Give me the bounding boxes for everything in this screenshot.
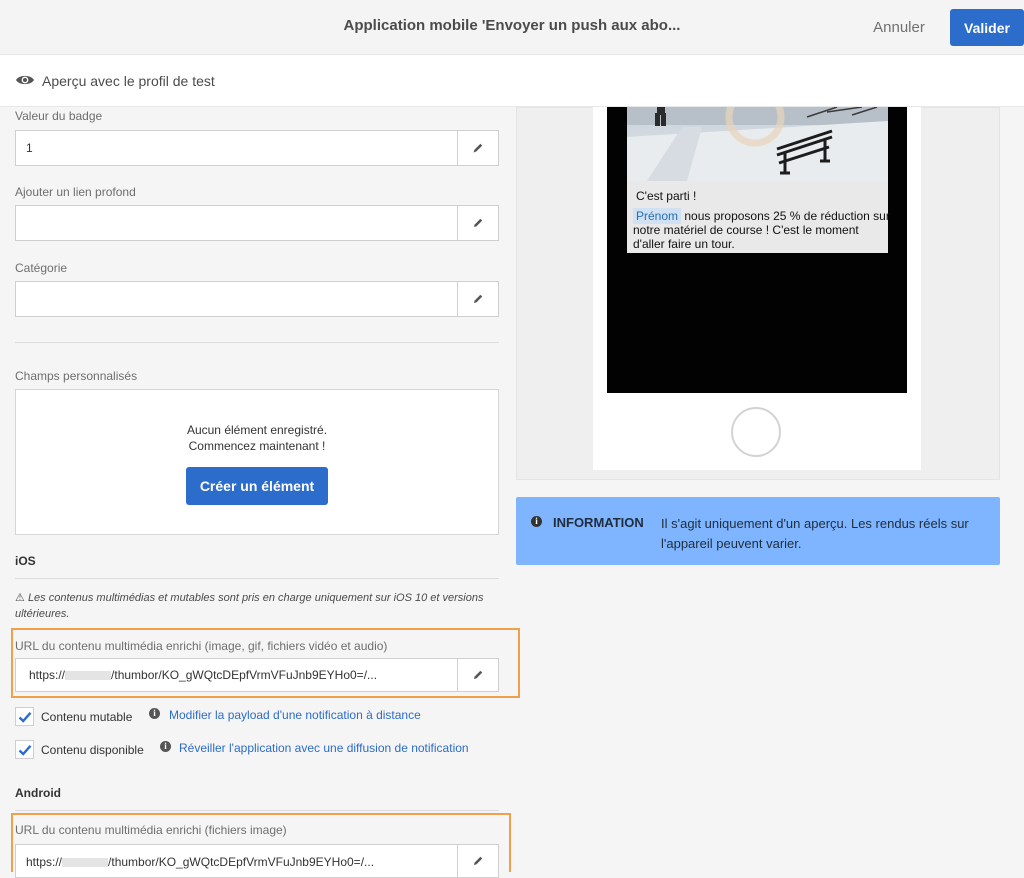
deep-link-label: Ajouter un lien profond xyxy=(15,185,136,199)
top-bar xyxy=(0,0,1024,55)
eye-icon[interactable] xyxy=(15,72,35,88)
mutable-content-help-link[interactable]: Modifier la payload d'une notification à distance xyxy=(169,708,421,722)
checkmark-icon xyxy=(17,709,33,725)
deep-link-field[interactable] xyxy=(15,205,499,241)
ios-note-text: Les contenus multimédias et mutables sont pris en charge uniquement sur iOS 10 et versions ultérieures. xyxy=(15,592,484,620)
notification-message: nous proposons 25 % de réduction sur notre matériel de course ! C'est le moment d'aller faire un tour. xyxy=(633,209,890,251)
notification-card xyxy=(627,181,888,253)
empty-hint: Commencez maintenant ! xyxy=(188,439,326,453)
create-element-button[interactable]: Créer un élément xyxy=(186,467,328,505)
available-content-help-link[interactable]: Réveiller l'application avec une diffusion de notification xyxy=(179,741,469,755)
category-label: Catégorie xyxy=(15,261,68,275)
checkmark-icon xyxy=(17,742,33,758)
personalization-token: Prénom xyxy=(633,208,681,224)
empty-message: Aucun élément enregistré. xyxy=(186,423,328,437)
pencil-icon[interactable] xyxy=(457,282,498,316)
android-section-title: Android xyxy=(15,786,61,800)
category-field[interactable] xyxy=(15,281,499,317)
phone-home-button xyxy=(731,407,781,457)
pencil-icon[interactable] xyxy=(457,845,498,877)
info-icon: i xyxy=(531,516,542,527)
push-settings-form xyxy=(0,107,508,872)
available-content-checkbox[interactable] xyxy=(15,740,34,759)
android-rich-media-label: URL du contenu multimédia enrichi (fichiers image) xyxy=(15,823,287,837)
divider xyxy=(15,578,499,579)
notification-image xyxy=(627,107,888,181)
badge-label: Valeur du badge xyxy=(15,109,103,123)
cancel-button[interactable]: Annuler xyxy=(860,9,938,45)
info-message: Il s'agit uniquement d'un aperçu. Les rendus réels sur l'appareil peuvent varier. xyxy=(661,516,969,551)
badge-field[interactable] xyxy=(15,130,499,166)
preview-toolbar xyxy=(0,55,1024,107)
pencil-icon[interactable] xyxy=(457,206,498,240)
validate-button[interactable]: Valider xyxy=(950,9,1024,46)
mutable-content-label: Contenu mutable xyxy=(41,710,133,724)
notification-title: C'est parti ! xyxy=(636,189,697,203)
ios-rich-media-field[interactable] xyxy=(15,658,499,692)
warning-icon: ⚠ xyxy=(15,592,25,604)
preview-profile-link[interactable]: Aperçu avec le profil de test xyxy=(42,73,215,89)
mutable-content-checkbox[interactable] xyxy=(15,707,34,726)
android-rich-media-field[interactable] xyxy=(15,844,499,878)
info-banner xyxy=(516,497,1000,565)
ios-section-title: iOS xyxy=(15,554,36,568)
divider xyxy=(15,810,499,811)
info-icon: i xyxy=(149,708,160,719)
badge-value: 1 xyxy=(26,141,33,155)
notification-text xyxy=(633,209,891,251)
divider xyxy=(15,342,499,343)
custom-fields-empty-state xyxy=(15,389,499,535)
ios-note xyxy=(15,590,505,622)
info-heading: INFORMATION xyxy=(553,515,644,530)
info-icon: i xyxy=(160,741,171,752)
page-title: Application mobile 'Envoyer un push aux abo... xyxy=(343,17,681,34)
custom-fields-label: Champs personnalisés xyxy=(15,369,138,383)
android-rich-media-url: https:// /thumbor/KO_gWQtcDEpfVrmVFuJnb9EYHo0=/... xyxy=(26,855,375,869)
ios-rich-media-url: https:// /thumbor/KO_gWQtcDEpfVrmVFuJnb9EYHo0=/... xyxy=(29,668,378,682)
pencil-icon[interactable] xyxy=(457,659,498,691)
ios-rich-media-label: URL du contenu multimédia enrichi (image, gif, fichiers vidéo et audio) xyxy=(15,639,388,653)
pencil-icon[interactable] xyxy=(457,131,498,165)
available-content-label: Contenu disponible xyxy=(41,743,144,757)
